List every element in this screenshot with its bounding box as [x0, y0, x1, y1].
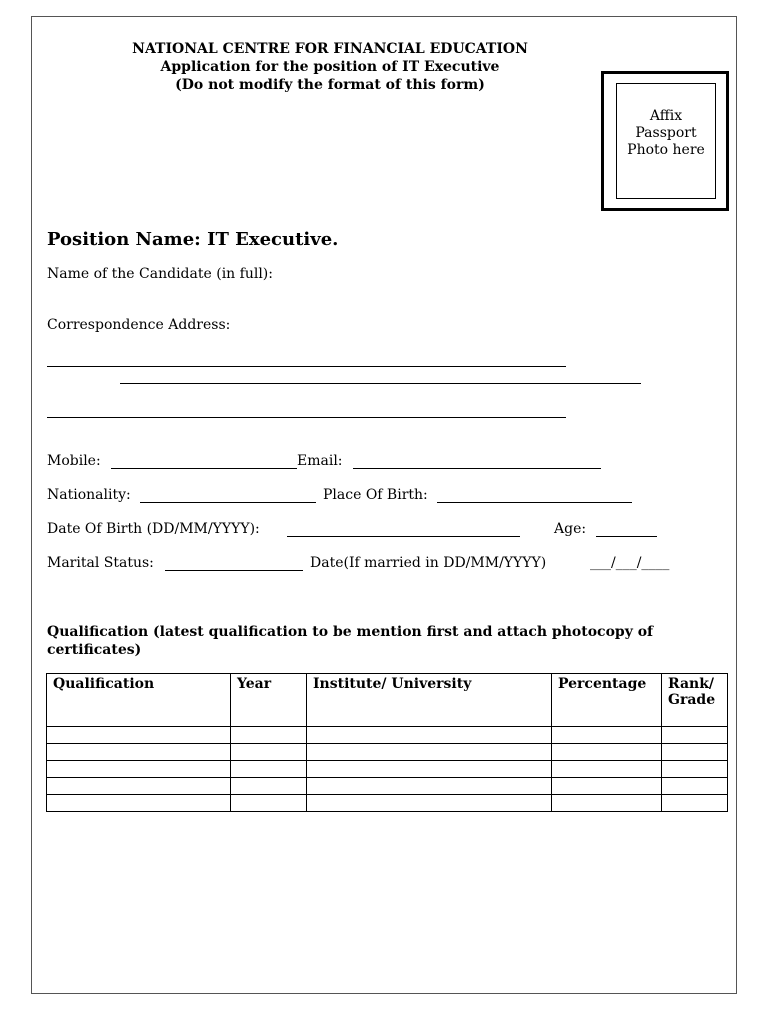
photo-label-1: Affix — [649, 108, 683, 124]
nationality-field[interactable] — [140, 502, 316, 503]
column-header-institute: Institute/ University — [307, 674, 552, 727]
table-row — [47, 744, 728, 761]
table-cell[interactable] — [231, 795, 307, 812]
table-cell[interactable] — [307, 744, 552, 761]
table-cell[interactable] — [662, 778, 728, 795]
table-cell[interactable] — [47, 778, 231, 795]
photo-placeholder — [616, 83, 716, 199]
position-title: Position Name: IT Executive. — [47, 229, 339, 250]
mobile-label: Mobile: — [47, 453, 101, 469]
table-cell[interactable] — [307, 778, 552, 795]
qualification-note: Qualification (latest qualification to be mention first and attach photocopy of certificates) — [47, 624, 654, 658]
table-cell[interactable] — [662, 761, 728, 778]
column-header-percentage: Percentage — [552, 674, 662, 727]
format-note: (Do not modify the format of this form) — [175, 77, 485, 93]
address-label: Correspondence Address: — [47, 317, 231, 333]
table-cell[interactable] — [552, 744, 662, 761]
table-row — [47, 795, 728, 812]
age-label: Age: — [554, 521, 587, 537]
email-label: Email: — [297, 453, 343, 469]
table-cell[interactable] — [552, 727, 662, 744]
table-cell[interactable] — [231, 778, 307, 795]
table-cell[interactable] — [307, 795, 552, 812]
candidate-name-label: Name of the Candidate (in full): — [47, 266, 273, 282]
mobile-field[interactable] — [111, 468, 297, 469]
table-row — [47, 778, 728, 795]
photo-box — [601, 71, 729, 211]
table-cell[interactable] — [307, 761, 552, 778]
address-line-1[interactable] — [47, 366, 566, 367]
column-header-rank-grade: Rank/ Grade — [662, 674, 728, 727]
photo-label-3: Photo here — [627, 142, 705, 158]
table-cell[interactable] — [662, 727, 728, 744]
form-subtitle: Application for the position of IT Executive — [160, 59, 500, 75]
table-cell[interactable] — [47, 744, 231, 761]
place-of-birth-label: Place Of Birth: — [323, 487, 428, 503]
address-line-3[interactable] — [47, 417, 566, 418]
nationality-label: Nationality: — [47, 487, 131, 503]
table-row — [47, 761, 728, 778]
address-line-2[interactable] — [120, 383, 641, 384]
table-row — [47, 727, 728, 744]
place-of-birth-field[interactable] — [437, 502, 632, 503]
table-cell[interactable] — [47, 761, 231, 778]
table-cell[interactable] — [231, 727, 307, 744]
table-header-row — [47, 674, 728, 727]
table-cell[interactable] — [47, 795, 231, 812]
email-field[interactable] — [353, 468, 601, 469]
column-header-year: Year — [231, 674, 307, 727]
marriage-date-field[interactable]: ___/___/____ — [590, 555, 670, 571]
table-cell[interactable] — [231, 744, 307, 761]
qualification-table — [46, 673, 728, 812]
table-cell[interactable] — [552, 761, 662, 778]
dob-label: Date Of Birth (DD/MM/YYYY): — [47, 521, 260, 537]
column-header-qualification: Qualification — [47, 674, 231, 727]
table-cell[interactable] — [662, 744, 728, 761]
marriage-date-label: Date(If married in DD/MM/YYYY) — [310, 555, 547, 571]
org-title: NATIONAL CENTRE FOR FINANCIAL EDUCATION — [132, 41, 528, 57]
table-cell[interactable] — [552, 778, 662, 795]
age-field[interactable] — [596, 536, 657, 537]
table-cell[interactable] — [552, 795, 662, 812]
dob-field[interactable] — [287, 536, 520, 537]
table-cell[interactable] — [662, 795, 728, 812]
table-cell[interactable] — [47, 727, 231, 744]
photo-label-2: Passport — [635, 125, 697, 141]
marital-status-field[interactable] — [165, 570, 303, 571]
table-cell[interactable] — [307, 727, 552, 744]
marital-status-label: Marital Status: — [47, 555, 154, 571]
table-cell[interactable] — [231, 761, 307, 778]
